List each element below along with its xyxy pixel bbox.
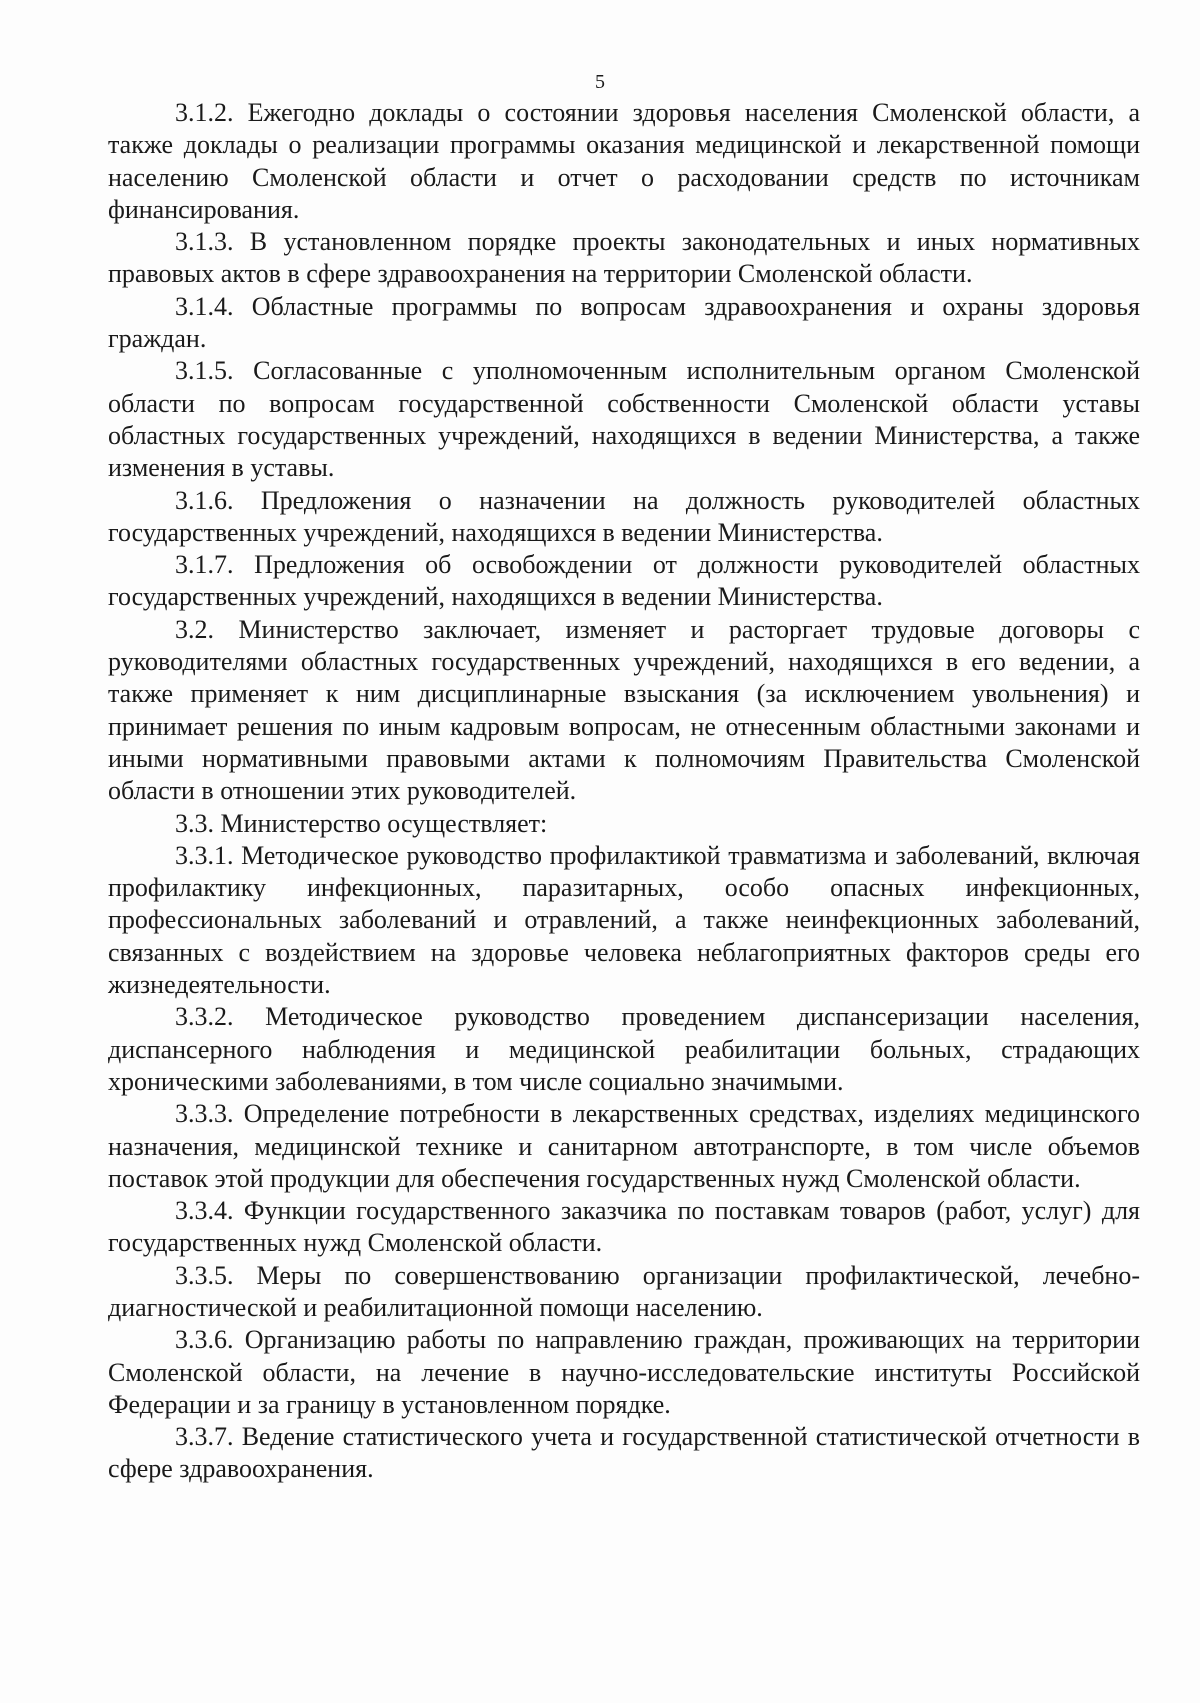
paragraph-3-1-4: 3.1.4. Областные программы по вопросам здравоохранения и охраны здоровья граждан. <box>108 291 1140 354</box>
paragraph-3-3-4: 3.3.4. Функции государственного заказчика по поставкам товаров (работ, услуг) для государственных нужд Смоленской области. <box>108 1196 1140 1258</box>
paragraph-3-1-7: 3.1.7. Предложения об освобождении от должности руководителей областных государственных учреждений, находящихся в ведении Министерства. <box>108 550 1140 612</box>
paragraph-3-3-6: 3.3.6. Организацию работы по направлению граждан, проживающих на территории Смоленской области, на лечение в научно-исследовательские институты Российской Федерации и за границу в установленном порядке. <box>108 1325 1140 1419</box>
paragraph-3-3: 3.3. Министерство осуществляет: <box>175 808 548 838</box>
paragraph-3-3-3: 3.3.3. Определение потребности в лекарственных средствах, изделиях медицинского назначения, медицинской технике и санитарном автотранспорте, в том числе объемов поставок этой продукции для обеспечения государственных нужд Смоленской области. <box>108 1099 1140 1193</box>
paragraph-3-1-3: 3.1.3. В установленном порядке проекты законодательных и иных нормативных правовых актов в сфере здравоохранения на территории Смоленской области. <box>108 227 1140 289</box>
page-number: 5 <box>595 71 605 93</box>
paragraph-3-1-6: 3.1.6. Предложения о назначении на должность руководителей областных государственных учреждений, находящихся в ведении Министерства. <box>108 485 1140 547</box>
paragraph-3-1-5: 3.1.5. Согласованные с уполномоченным исполнительным органом Смоленской области по вопросам государственной собственности Смоленской области уставы областных государственных учреждений, находящихся в ведении Министерства, а также изменения в уставы. <box>108 356 1140 483</box>
paragraph-3-3-5: 3.3.5. Меры по совершенствованию организации профилактической, лечебно-диагностической и реабилитационной помощи населению. <box>108 1260 1140 1322</box>
document-body <box>108 97 1140 1486</box>
paragraph-3-3-7: 3.3.7. Ведение статистического учета и государственной статистической отчетности в сфере здравоохранения. <box>108 1422 1140 1484</box>
paragraph-3-2: 3.2. Министерство заключает, изменяет и расторгает трудовые договоры с руководителями областных государственных учреждений, находящихся в его ведении, а также применяет к ним дисциплинарные взыскания (за исключением увольнения) и принимает решения по иным кадровым вопросам, не отнесенным областными законами и иными нормативными правовыми актами к полномочиям Правительства Смоленской области в отношении этих руководителей. <box>108 614 1140 806</box>
paragraph-3-1-2: 3.1.2. Ежегодно доклады о состоянии здоровья населения Смоленской области, а также доклады о реализации программы оказания медицинской и лекарственной помощи населению Смоленской области и отчет о расходовании средств по источникам финансирования. <box>108 98 1140 224</box>
paragraph-3-3-1: 3.3.1. Методическое руководство профилактикой травматизма и заболеваний, включая профилактику инфекционных, паразитарных, особо опасных инфекционных, профессиональных заболеваний и отравлений, а также неинфекционных заболеваний, связанных с воздействием на здоровье человека неблагоприятных факторов среды его жизнедеятельности. <box>108 840 1140 1000</box>
paragraph-3-3-2: 3.3.2. Методическое руководство проведением диспансеризации населения, диспансерного наблюдения и медицинской реабилитации больных, страдающих хроническими заболеваниями, в том числе социально значимыми. <box>108 1002 1140 1096</box>
